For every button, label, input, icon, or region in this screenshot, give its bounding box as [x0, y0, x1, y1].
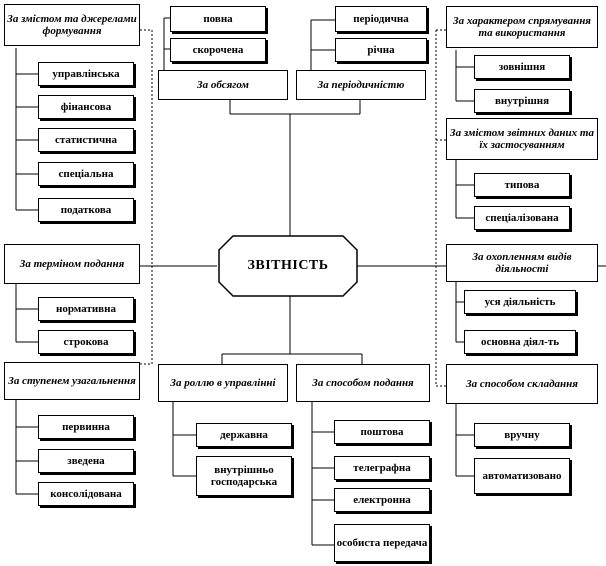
category-periodicity: За періодичністю — [296, 70, 426, 100]
category-generalization: За ступенем узагальнення — [4, 362, 140, 400]
item-compilation-manual: вручну — [474, 423, 570, 447]
item-method-postal: поштова — [334, 420, 430, 444]
item-content-tax: податкова — [38, 198, 134, 222]
item-generalization-summary: зведена — [38, 449, 134, 473]
category-content-sources: За змістом та джерелами формування — [4, 4, 140, 46]
item-report-specialized: спеціалізована — [474, 206, 570, 230]
category-activity-coverage: За охопленням видів діяльності — [446, 244, 598, 282]
item-character-internal: внутрішня — [474, 89, 570, 113]
item-method-telegraph: телеграфна — [334, 456, 430, 480]
category-management-role: За роллю в управлінні — [158, 364, 288, 402]
category-submission-term: За терміном подання — [4, 244, 140, 284]
item-role-internal-economic: внутрішньо господарська — [196, 456, 292, 496]
item-role-state: державна — [196, 423, 292, 447]
item-volume-short: скорочена — [170, 38, 266, 62]
item-volume-full: повна — [170, 6, 266, 32]
item-periodicity-annual: річна — [335, 38, 427, 62]
category-compilation-method: За способом складання — [446, 364, 598, 404]
item-content-financial: фінансова — [38, 95, 134, 119]
item-method-electronic: електронна — [334, 488, 430, 512]
item-generalization-consolidated: консолідована — [38, 482, 134, 506]
item-content-management: управлінська — [38, 62, 134, 86]
item-generalization-primary: первинна — [38, 415, 134, 439]
item-periodicity-periodic: періодична — [335, 6, 427, 32]
item-term-normative: нормативна — [38, 297, 134, 321]
item-report-typical: типова — [474, 173, 570, 197]
item-content-special: спеціальна — [38, 162, 134, 186]
item-activity-main: основна діял-ть — [464, 330, 576, 354]
category-volume: За обсягом — [158, 70, 288, 100]
item-method-personal: особиста передача — [334, 524, 430, 562]
item-compilation-automated: автоматизовано — [474, 458, 570, 494]
category-report-content: За змістом звітних даних та їх застосуванням — [446, 118, 598, 160]
item-character-external: зовнішня — [474, 55, 570, 79]
item-activity-all: уся діяльність — [464, 290, 576, 314]
category-submission-method: За способом подання — [296, 364, 430, 402]
item-term-urgent: строкова — [38, 330, 134, 354]
category-character-purpose: За характером спрямування та використання — [446, 6, 598, 48]
item-content-statistical: статистична — [38, 128, 134, 152]
center-label: ЗВІТНІСТЬ — [247, 258, 329, 273]
